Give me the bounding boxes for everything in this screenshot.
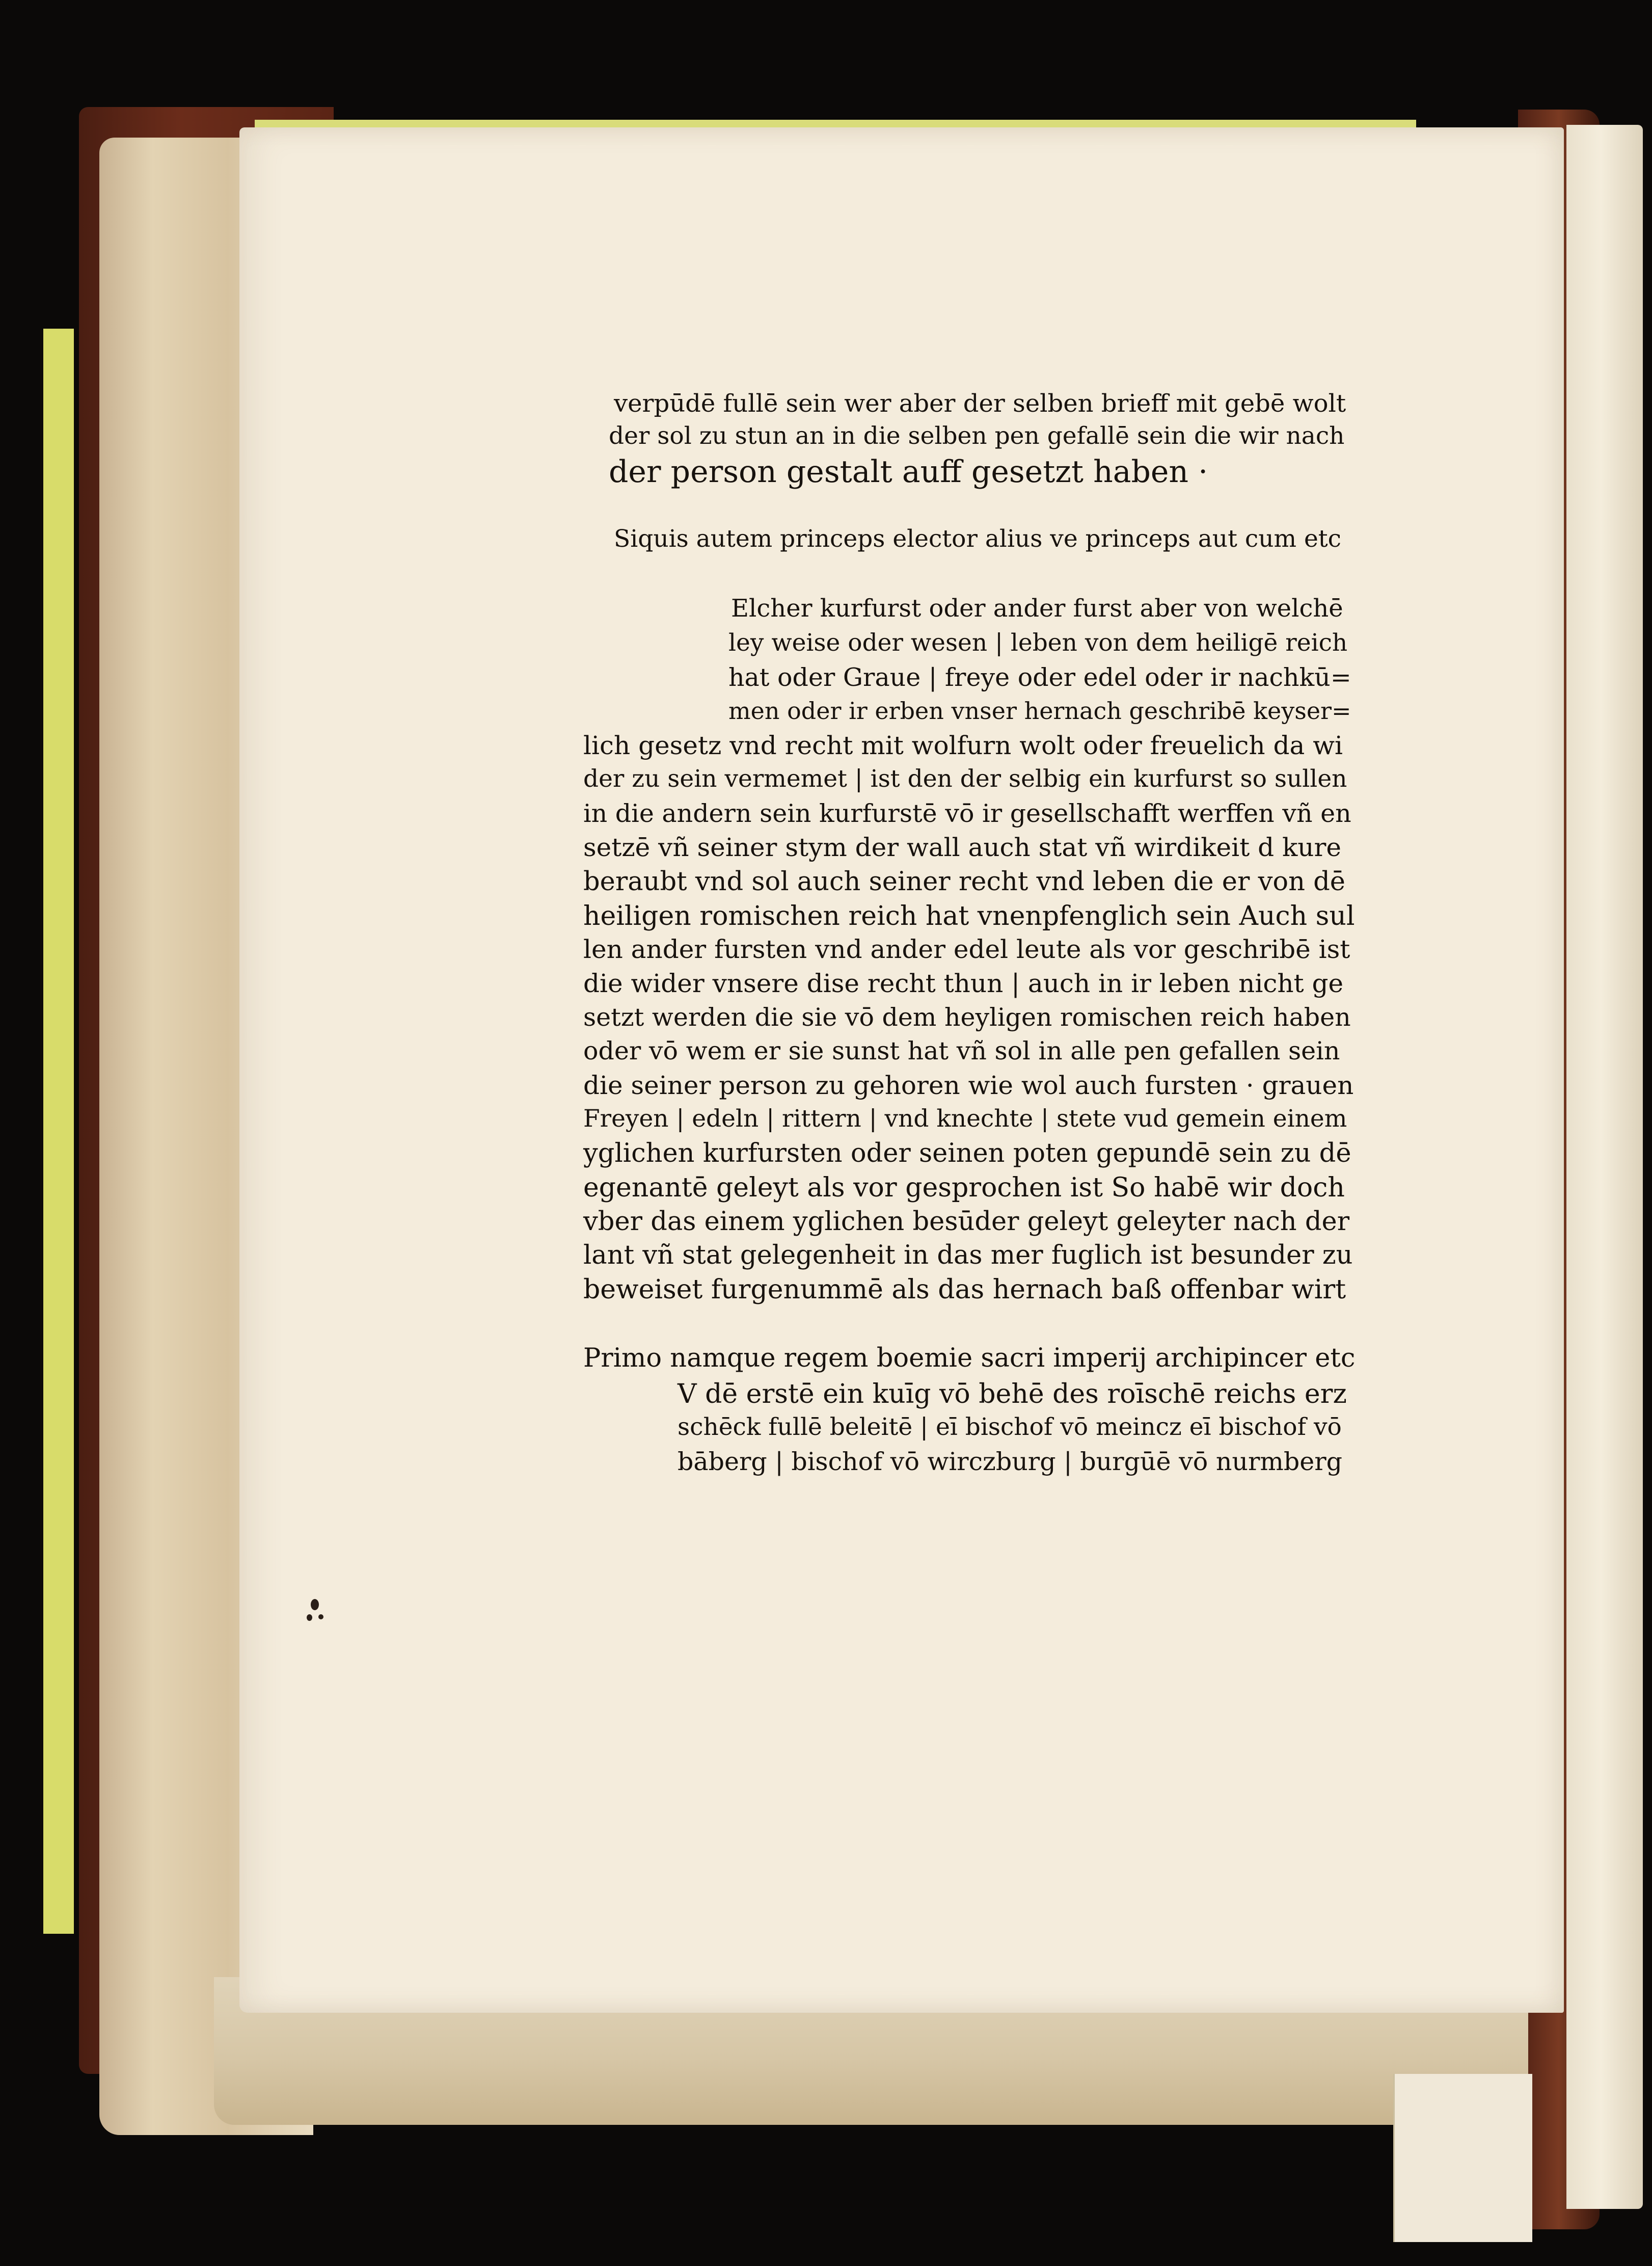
text-line: beweiset furgenummē als das hernach baß offenbar wirt	[583, 1274, 1346, 1305]
text-line: die wider vnsere dise recht thun | auch in ir leben nicht ge	[583, 969, 1344, 998]
text-line: heiligen romischen reich hat vnenpfenglich sein Auch sul	[583, 901, 1355, 931]
text-line: der zu sein vermemet | ist den der selbig ein kurfurst so sullen	[583, 765, 1347, 793]
text-line: hat oder Graue | freye oder edel oder ir nachkū=	[728, 663, 1351, 692]
text-line: in die andern sein kurfurstē vō ir gesellschafft werffen vñ en	[583, 799, 1351, 828]
text-line: verpūdē fullē sein wer aber der selben brieff mit gebē wolt	[614, 389, 1346, 418]
text-line: der person gestalt auff gesetzt haben ·	[609, 454, 1208, 490]
text-line: die seiner person zu gehoren wie wol auch fursten · grauen	[583, 1071, 1354, 1100]
text-line: vber das einem yglichen besūder geleyt geleyter nach der	[583, 1207, 1350, 1237]
section-heading: Siquis autem princeps elector alius ve princeps aut cum etc	[614, 525, 1341, 553]
text-line: Freyen | edeln | rittern | vnd knechte | stete vud gemein einem	[583, 1105, 1347, 1133]
text-line: setzt werden die sie vō dem heyligen romischen reich haben	[583, 1003, 1351, 1032]
text-line: Elcher kurfurst oder ander furst aber von welchē	[731, 594, 1343, 623]
text-line: len ander fursten vnd ander edel leute als vor geschribē ist	[583, 935, 1350, 964]
text-line: der sol zu stun an in die selben pen gefallē sein die wir nach	[609, 422, 1345, 450]
text-line: ley weise oder wesen | leben von dem heiligē reich	[728, 629, 1348, 657]
text-line: oder vō wem er sie sunst hat vñ sol in alle pen gefallen sein	[583, 1036, 1340, 1065]
text-line: men oder ir erben vnser hernach geschribē keyser=	[728, 697, 1351, 725]
text-line: setzē vñ seiner stym der wall auch stat vñ wirdikeit d kure	[583, 833, 1341, 862]
text-line: beraubt vnd sol auch seiner recht vnd leben die er von dē	[583, 867, 1345, 897]
text-line: schēck fullē beleitē | eī bischof vō meincz eī bischof vō	[678, 1413, 1342, 1441]
section-heading: Primo namque regem boemie sacri imperij archipincer etc	[583, 1343, 1356, 1373]
text-line: lant vñ stat gelegenheit in das mer fuglich ist besunder zu	[583, 1240, 1353, 1270]
text-line: lich gesetz vnd recht mit wolfurn wolt oder freuelich da wi	[583, 731, 1343, 760]
text-line: egenantē geleyt als vor gesprochen ist So habē wir doch	[583, 1172, 1345, 1203]
text-line: bāberg | bischof vō wirczburg | burgūē vō nurmberg	[678, 1447, 1342, 1476]
text-line: yglichen kurfursten oder seinen poten gepundē sein zu dē	[583, 1138, 1351, 1168]
text-line: V dē erstē ein kuīg vō behē des roīschē reichs erz	[678, 1379, 1347, 1409]
